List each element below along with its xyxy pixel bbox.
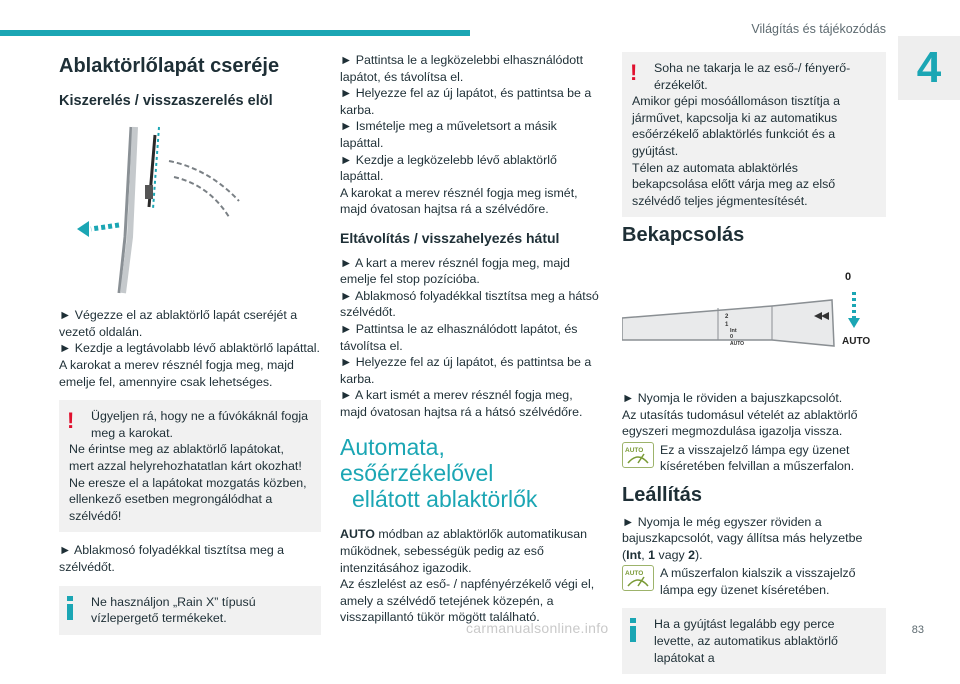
auto-indicator-row xyxy=(622,442,886,475)
stalk-int: Int xyxy=(730,327,737,334)
auto-wipers-heading xyxy=(340,434,602,512)
column-2 xyxy=(340,52,602,626)
rear-step-2: ► Ablakmosó folyadékkal tisztítsa meg a hátsó szélvédőt. xyxy=(340,288,599,320)
position-auto-label: AUTO xyxy=(842,335,871,347)
page-number: 83 xyxy=(911,624,924,636)
sensor-warning-line-1: Soha ne takarja le az eső-/ fényerő-érzékelőt. xyxy=(654,61,851,92)
col2-para-3: ► Ismételje meg a műveletsort a másik lapáttal. xyxy=(340,119,557,150)
section-title: Világítás és tájékozódás xyxy=(751,22,886,36)
warning-icon: ! xyxy=(67,408,75,434)
warning-icon: ! xyxy=(630,60,638,85)
warning-line-1: Ügyeljen rá, hogy ne a fúvókáknál fogja meg a karokat. xyxy=(91,409,308,440)
rear-step-1: ► A kart a merev résznél fogja meg, majd emelje fel stop pozícióba. xyxy=(340,255,570,287)
rear-step-5: ► A kart ismét a merev résznél fogja meg, majd óvatosan hajtsa rá a hátsó szélvédőre. xyxy=(340,388,583,419)
auto-wiper-indicator-icon xyxy=(622,565,654,591)
auto-icon-label: AUTO xyxy=(625,570,644,578)
chapter-number: 4 xyxy=(898,36,960,100)
auto-wiper-indicator-icon xyxy=(622,442,654,468)
column-3 xyxy=(622,52,886,684)
auto-heading-line-2: ellátott ablaktörlők xyxy=(352,486,538,513)
stalk-auto: AUTO xyxy=(730,340,745,347)
activation-step-2: Az utasítás tudomásul vételét az ablaktörlő egyszeri megmozdulása igazolja vissza. xyxy=(622,407,858,439)
col1-para-1: ► Végezze el az ablaktörlő lapát cseréjét a vezető oldalán. xyxy=(59,308,298,339)
rear-subtitle: Eltávolítás / visszahelyezés hátul xyxy=(340,229,560,246)
ignition-info-text: Ha a gyújtást legalább egy perce levette, az automatikus ablaktörlő lapátokat a xyxy=(654,617,838,665)
info-icon xyxy=(630,618,636,642)
column-1 xyxy=(59,52,321,645)
auto-heading-line-1: Automata, esőérzékelővel xyxy=(340,434,494,487)
wiper-stalk-illustration xyxy=(622,260,886,378)
info-box xyxy=(59,586,321,635)
activation-title: Bekapcsolás xyxy=(622,224,745,247)
stalk-off: 0 xyxy=(730,333,734,340)
deactivation-text-a: ► Nyomja le még egyszer röviden a bajuszkapcsolót, vagy állítsa más helyzetbe ( xyxy=(622,514,863,562)
rear-step-3: ► Pattintsa le az elhasználódott lapátot, és távolítsa el. xyxy=(340,321,578,353)
warning-line-3: Ne eresze el a lapátokat mozgatás közben, ellenkező esetben megrongálódhat a szélvédő! xyxy=(69,475,307,523)
deactivation-title: Leállítás xyxy=(622,483,703,506)
stalk-illustration xyxy=(622,260,886,378)
col1-para-3: A karokat a merev résznél fogja meg, majd emelje fel, amennyire csak lehetséges. xyxy=(59,357,294,389)
auto-para-2: Az észlelést az eső- / napfényérzékelő végi el, amely a szélvédő tetejének közepén, a visszapillantó tükör mögött található. xyxy=(340,577,595,625)
auto-mode-word: AUTO xyxy=(340,527,375,542)
closing: ). xyxy=(695,547,703,562)
info-text: Ne használjon „Rain X” típusú vízlepergető termékeket. xyxy=(91,594,256,626)
ignition-info-box xyxy=(622,608,886,674)
page-title: Ablaktörlőlapát cseréje xyxy=(59,55,280,77)
speed-one: 1 xyxy=(648,547,656,562)
col2-para-5: A karokat a merev résznél fogja meg ismét, majd óvatosan hajtsa rá a szélvédőre. xyxy=(340,185,578,217)
auto-off-text: A műszerfalon kialszik a visszajelző lámpa egy üzenet kíséretében. xyxy=(660,566,856,597)
speed-two: 2 xyxy=(688,547,696,562)
sensor-warning-box xyxy=(622,52,886,217)
auto-indicator-text: Ez a visszajelző lámpa egy üzenet kíséretében felvillan a műszerfalon. xyxy=(660,442,855,474)
top-accent-bar xyxy=(0,30,470,36)
front-subtitle: Kiszerelés / visszaszerelés elöl xyxy=(59,92,273,109)
sensor-warning-line-3: Télen az automata ablaktörlés bekapcsolása előtt várja meg az első szélvédő teljes jégmentesítését. xyxy=(632,160,836,208)
warning-box xyxy=(59,400,321,532)
auto-off-indicator-row xyxy=(622,565,886,598)
comma: , xyxy=(641,547,649,562)
auto-icon-label: AUTO xyxy=(625,446,644,454)
wiper-illustration xyxy=(59,117,321,295)
col1-para-2: ► Kezdje a legtávolabb lévő ablaktörlő lapáttal. xyxy=(59,341,320,356)
position-zero-label: 0 xyxy=(845,270,852,283)
warning-line-2: Ne érintse meg az ablaktörlő lapátokat, mert azzal helyrehozhatatlan kárt okozhat! xyxy=(69,442,302,473)
col2-para-1: ► Pattintsa le a legközelebbi elhasználódott lapátot, és távolítsa el. xyxy=(340,53,584,84)
col1-para-4: ► Ablakmosó folyadékkal tisztítsa meg a szélvédőt. xyxy=(59,543,285,574)
info-icon xyxy=(67,596,73,620)
auto-para-1-text: módban az ablaktörlők automatikusan működnek, sebességük pedig az eső intenzitásához igazodik. xyxy=(340,527,588,575)
stalk-speed-1: 1 xyxy=(725,321,729,328)
int-word: Int xyxy=(626,547,642,562)
col2-para-2: ► Helyezze fel az új lapátot, és pattintsa be a karba. xyxy=(340,86,592,117)
col2-para-4: ► Kezdje a legközelebb lévő ablaktörlő lapáttal. xyxy=(340,152,557,184)
activation-step-1: ► Nyomja le röviden a bajuszkapcsolót. xyxy=(622,390,843,405)
sensor-warning-line-2: Amikor gépi mosóállomáson tisztítja a járművet, kapcsolja ki az automatikus esőérzékelő ablaktörlés funkciót és a gyújtást. xyxy=(632,94,840,158)
stalk-speed-2: 2 xyxy=(725,313,729,320)
wiper-blade-illustration xyxy=(59,117,321,295)
rear-step-4: ► Helyezze fel az új lapátot, és pattintsa be a karba. xyxy=(340,355,592,386)
deactivation-step-1 xyxy=(622,514,886,564)
auto-para-1 xyxy=(340,526,602,576)
watermark: carmanualsonline.info xyxy=(466,620,609,636)
or-word: vagy xyxy=(655,547,689,562)
